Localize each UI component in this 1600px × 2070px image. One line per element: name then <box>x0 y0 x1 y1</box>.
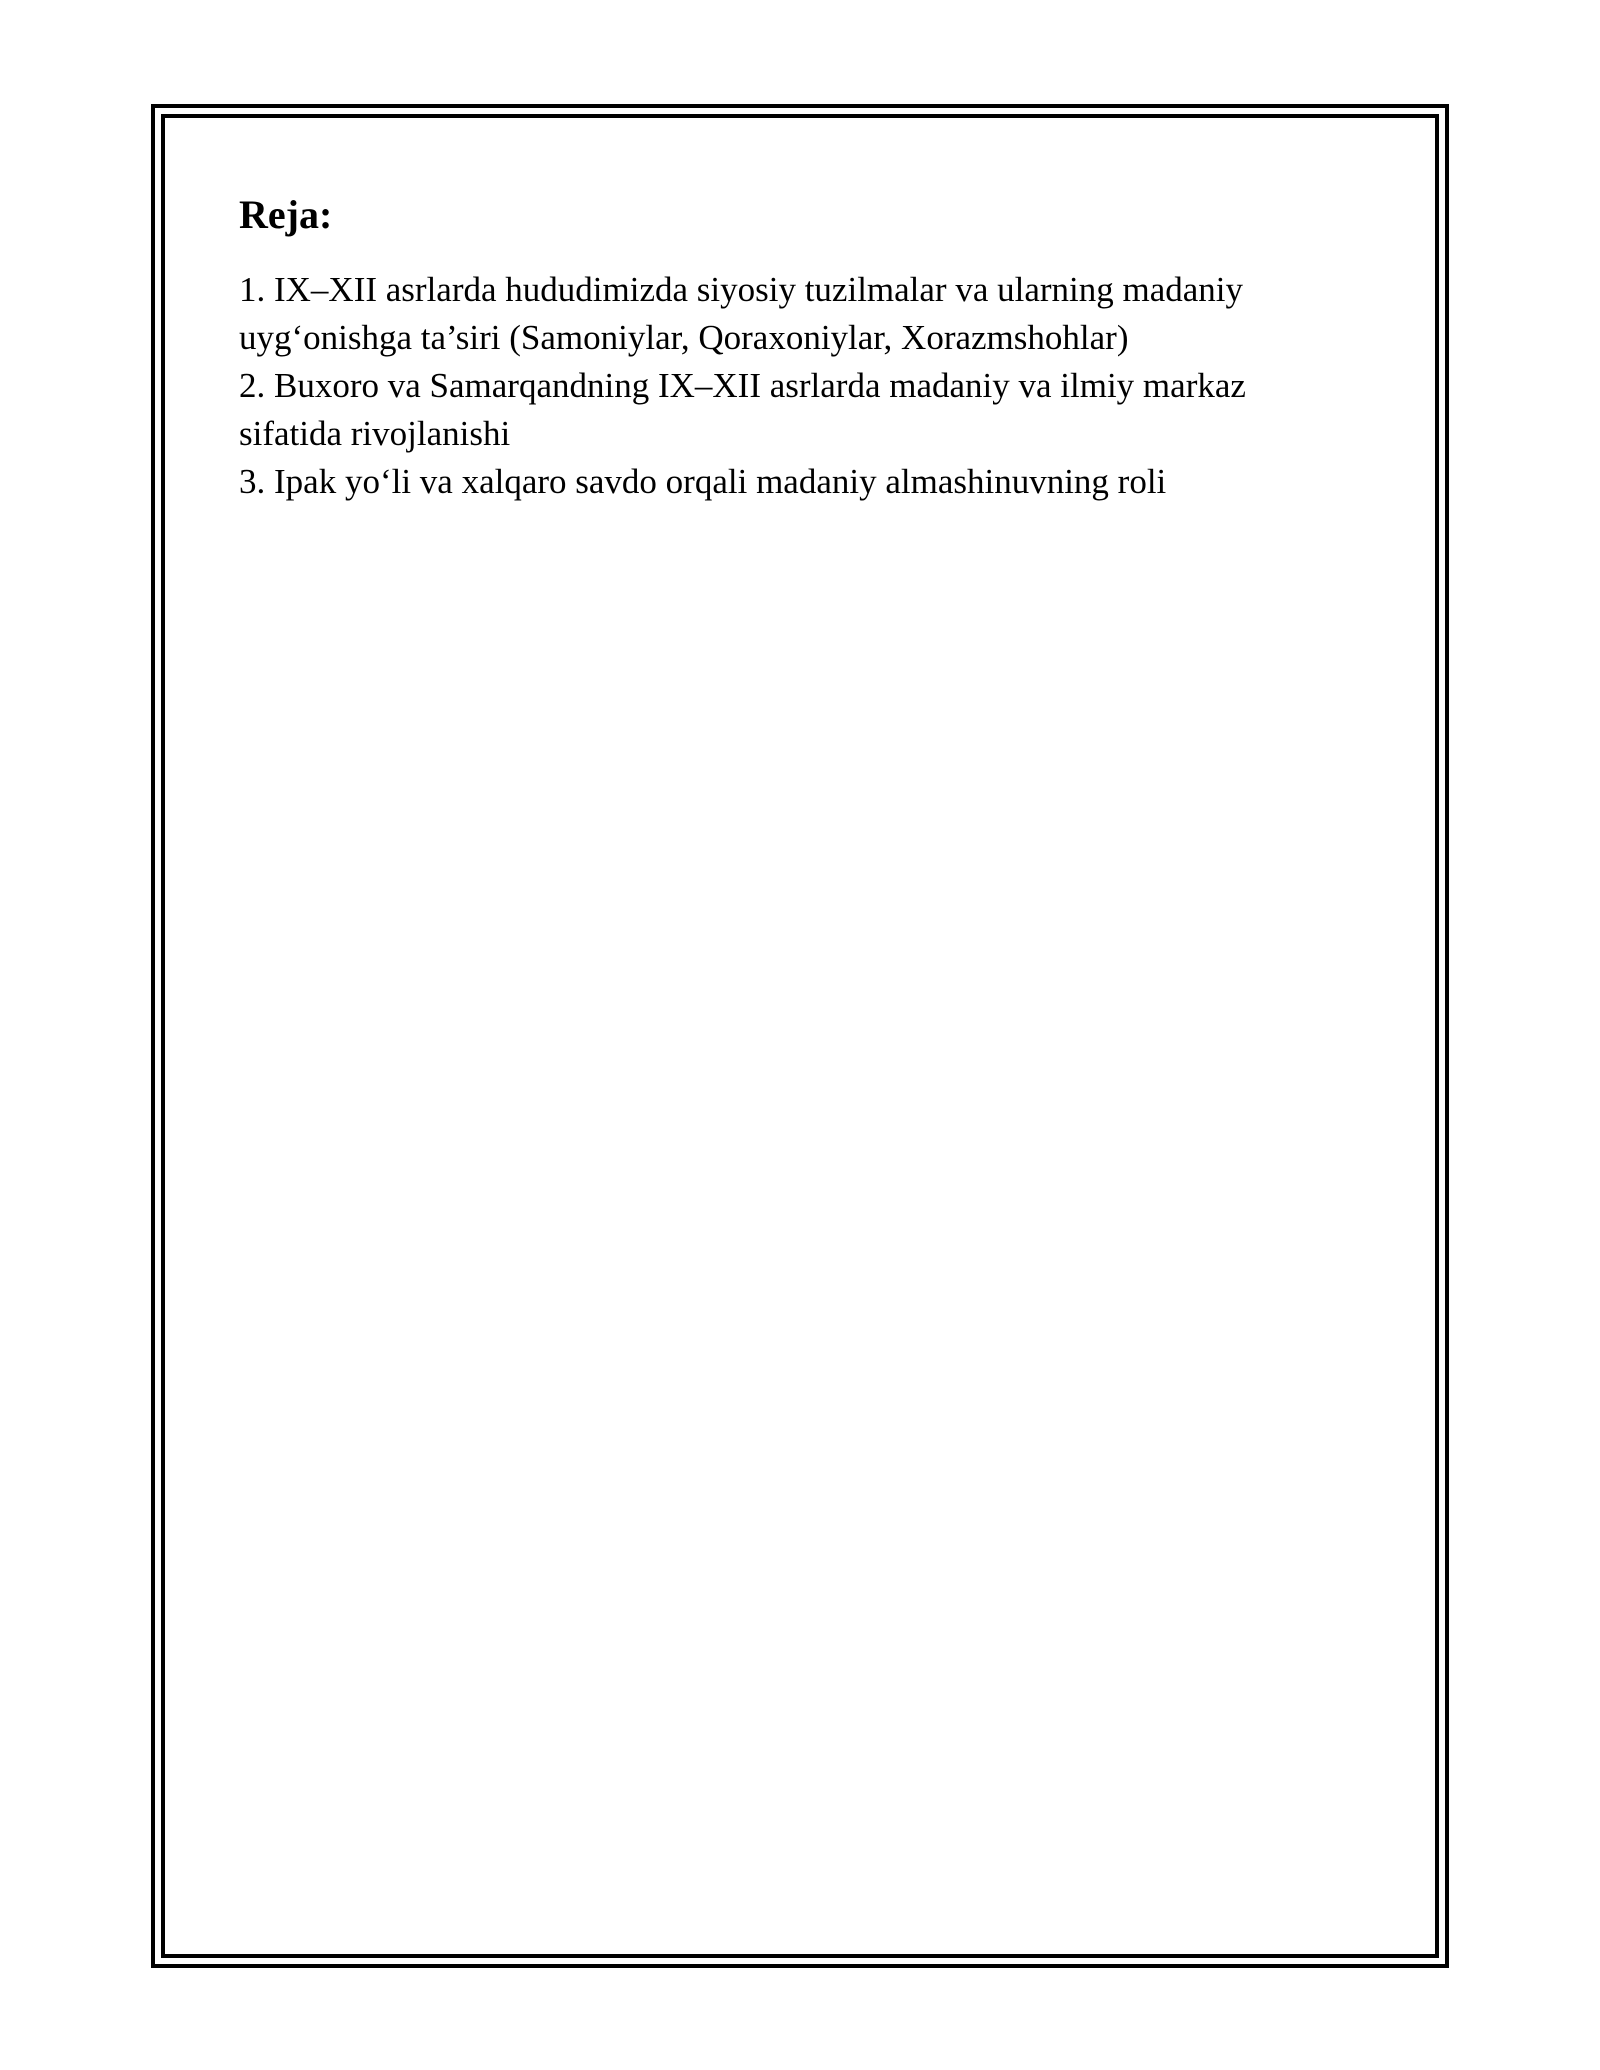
page-border <box>151 104 1449 1968</box>
plan-list <box>239 266 1299 506</box>
plan-item-3: 3. Ipak yo‘li va xalqaro savdo orqali madaniy almashinuvning roli <box>239 462 1167 501</box>
page-content <box>239 188 1349 506</box>
plan-item-1: 1. IX–XII asrlarda hududimizda siyosiy tuzilmalar va ularning madaniy uyg‘onishga ta’siri (Samoniylar, Qoraxoniylar, Xorazmshohlar) <box>239 270 1244 357</box>
plan-title: Reja: <box>239 192 333 237</box>
plan-item-2: 2. Buxoro va Samarqandning IX–XII asrlarda madaniy va ilmiy markaz sifatida rivojlanishi <box>239 366 1246 453</box>
